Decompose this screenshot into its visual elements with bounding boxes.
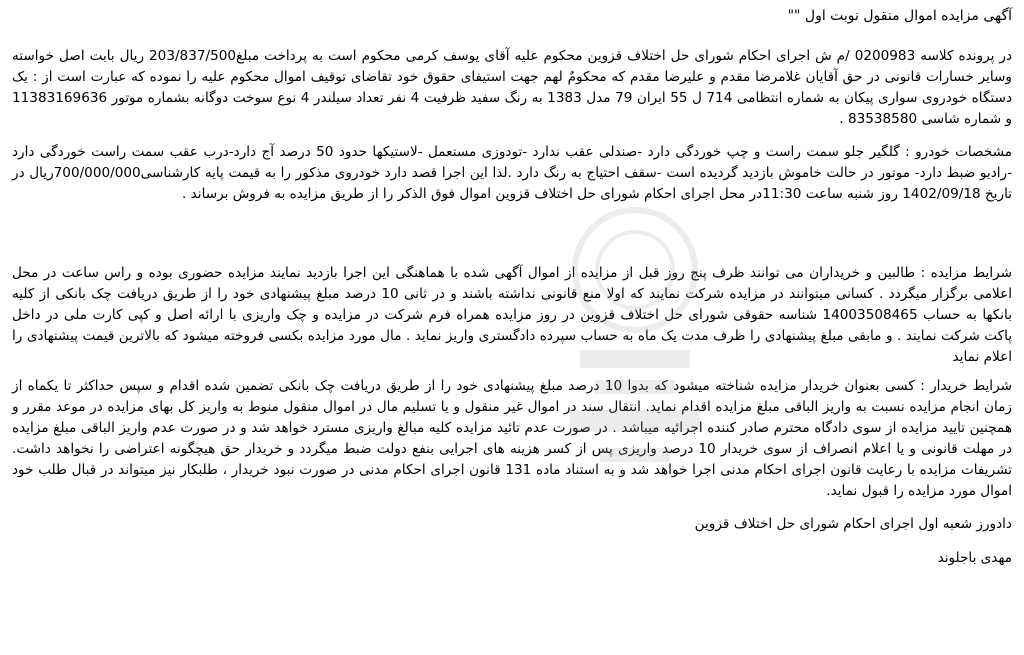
- notice-title: آگهی مزایده اموال منقول نوبت اول "": [787, 8, 1012, 24]
- buyer-terms-paragraph: شرایط خریدار : کسی بعنوان خریدار مزایده شناخته میشود که بدوا 10 درصد مبلغ پیشنهادی خود را از طریق دریافت چک بانکی تضمین شده اقدام و سپس حداکثر تا یکماه از زمان انجام مزایده نسبت به واریز الباقی مبلغ مزایده اقدام نماید. انتقال سند در اموال غیر منقول و یا تسلیم مال در اموال منقول منوط به واریز کل بهای مزایده در موعد مقرر و همچنین تایید مزایده از سوی دادگاه محترم صادر کننده اجرائیه میباشد . در صورت عدم تائید مزایده کلیه مبالغ واریزی مسترد خواهد شد و در صورت عدم واریز الباقی مبلغ مزایده در مهلت قانونی و یا اعلام انصراف از سوی خریدار 10 درصد واریزی پس از کسر هزینه های اجرایی بنفع دولت ضبط میگردد و خریدار حق هیچگونه اعتراضی را نخواهد داشت. تشریفات مزایده با رعایت قانون اجرای احکام مدنی اجرا خواهد شد و به استناد ماده 131 قانون اجرای احکام مدنی در صورت نبود خریدار ، طلبکار نیز میتواند در قبال طلب خود اموال مورد مزایده را قبول نماید.: [12, 378, 1013, 499]
- case-details-paragraph: در پرونده کلاسه 0200983 /م ش اجرای احکام شورای حل اختلاف قزوین محکوم علیه آقای یوسف کرمی محکوم است به پرداخت مبلغ203/837/500 ریال بابت اصل خواسته وسایر خسارات قانونی در حق آقایان غلامرضا مقدم و علیرضا مقدم که محکومٌ لهم جهت استیفای حقوق خود تقاضای توقیف اموال محکوم علیه را نموده که عبارت است از : یک دستگاه خودروی سواری پیکان به شماره انتظامی 714 ل 55 ایران 79 مدل 1383 به رنگ سفید ظرفیت 4 نفر تعداد سیلندر 4 نوع سوخت دوگانه بشماره موتور 11383169636 و شماره شاسی 83538580 .: [12, 48, 1012, 127]
- vehicle-specs-paragraph: مشخصات خودرو : گلگیر جلو سمت راست و چپ خوردگی دارد -صندلی عقب ندارد -تودوزی مستعمل -لاستیکها حدود 50 درصد آج دارد-درب عقب سمت راست خوردگی دارد -رادیو ضبط دارد- موتور در حالت خاموش بازدید گردیده است -سقف احتیاج به رنگ دارد .لذا این اجرا قصد دارد خودروی مذکور را به قیمت پایه کارشناسی700/000/000ریال در تاریخ 1402/09/18 روز شنبه ساعت 11:30در محل اجرای احکام شورای حل اختلاف قزوین اموال فوق الذکر را از طریق مزایده به فروش برساند .: [12, 144, 1012, 202]
- signature-name: مهدی باجلوند: [937, 550, 1012, 566]
- auction-terms-paragraph: شرایط مزایده : طالبین و خریداران می توانند ظرف پنج روز قبل از مزایده از اموال آگهی شده با هماهنگی این اجرا بازدید نمایند مزایده حضوری بوده و راس ساعت در محل اعلامی برگزار میگردد . کسانی میتوانند در مزایده شرکت نمایند که اولا منع قانونی نداشته باشند و در ثانی 10 درصد مبلغ پیشنهادی خود را از طریق دریافت چک بانکی از کلیه بانکها به حساب 14003508465 شناسه حقوقی شورای حل اختلاف قزوین در روز مزایده همراه فرم شرکت در مزایده و چک واریزی با ارائه اصل و کپی کارت ملی در داخل پاکت شرکت نمایند . و مابقی مبلغ پیشنهادی را ظرف مدت یک ماه به حساب سپرده دادگستری واریز نماید . مال مورد مزایده بکسی فروخته میشود که بالاترین قیمت پیشنهادی را اعلام نماید: [12, 265, 1012, 365]
- signature-role: دادورز شعبه اول اجرای احکام شورای حل اختلاف قزوین: [694, 516, 1012, 532]
